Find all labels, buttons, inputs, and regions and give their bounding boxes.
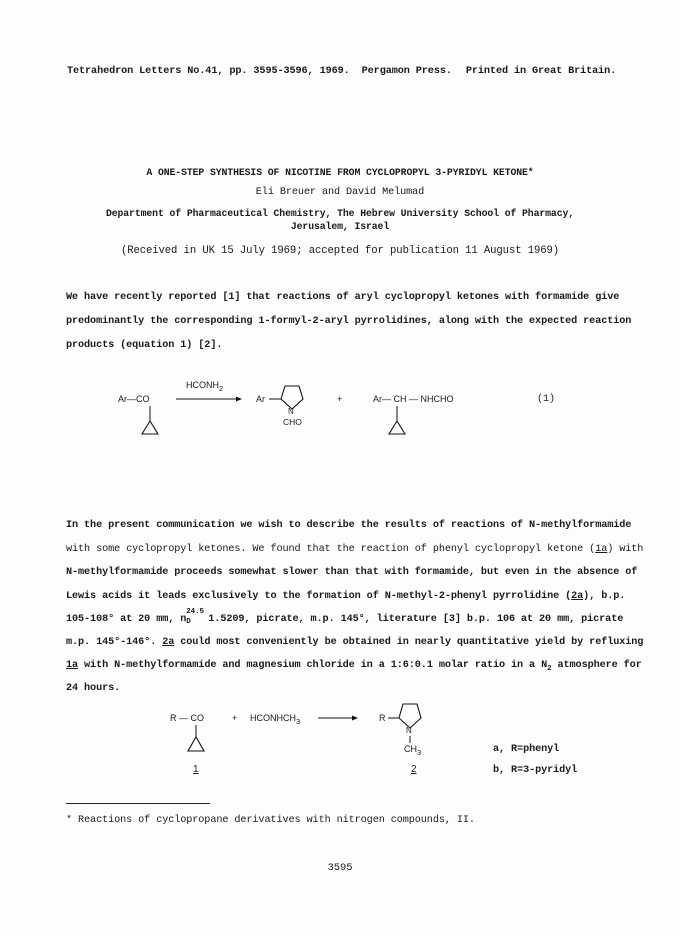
eq1-plus: +	[337, 394, 343, 404]
para2-line-8: 24 hours.	[66, 683, 121, 694]
compound-ref-1a-second: 1a	[66, 660, 79, 671]
footnote-rule	[66, 803, 210, 804]
eq2-note-a: a, R=phenyl	[493, 744, 560, 755]
para2-line-1: In the present communication we wish to describe the results of reactions of N-methylformamide	[66, 520, 632, 531]
page-number: 3595	[327, 862, 353, 874]
eq2-plus: +	[232, 713, 238, 723]
article-authors: Eli Breuer and David Melumad	[255, 187, 425, 198]
received-dates: (Received in UK 15 July 1969; accepted for publication 11 August 1969)	[120, 245, 559, 257]
affiliation-line-2: Jerusalem, Israel	[290, 221, 390, 232]
eq1-reagent: $HCONH_2$	[186, 380, 224, 393]
footnote: * Reactions of cyclopropane derivatives with nitrogen compounds, II.	[66, 815, 475, 826]
compound-ref-2a: 2a	[571, 591, 584, 602]
para2-line-5: 105-108° at 20 mm, n 24.5 D 1.5209, picrate, m.p. 145°, literature [3] b.p. 106 at 20 mm, picrate	[66, 608, 624, 626]
affiliation-line-1: Department of Pharmaceutical Chemistry, The Hebrew University School of Pharmacy,	[105, 208, 575, 219]
para2-line-4: Lewis acids it leads exclusively to the formation of N-methyl-2-phenyl pyrrolidine (2a), b.p.	[66, 591, 626, 602]
compound-ref-1a: 1a	[595, 544, 608, 555]
eq1-cho: CHO	[283, 417, 302, 427]
eq2-note-b: b, R=3-pyridyl	[493, 765, 578, 776]
eq1-number: (1)	[537, 394, 556, 405]
eq2-label-1: 1	[193, 764, 199, 775]
eq1-ar: Ar	[256, 394, 265, 404]
article-title: A ONE-STEP SYNTHESIS OF NICOTINE FROM CYCLOPROPYL 3-PYRIDYL KETONE*	[146, 167, 534, 178]
journal-citation: Tetrahedron Letters No.41, pp. 3595-3596, 1969.	[67, 66, 350, 77]
para1-line-2: predominantly the corresponding 1-formyl-2-aryl pyrrolidines, along with the expected reaction	[66, 316, 632, 327]
para2-line-3: N-methylformamide proceeds somewhat slower than that with formamide, but even in the absence of	[66, 567, 638, 578]
eq1-n: N	[288, 407, 294, 416]
para2-line-7: 1a with N-methylformamide and magnesium chloride in a 1:6:0.1 molar ratio in a $N_2$ atmosphere for	[66, 660, 642, 674]
para2-line-6: m.p. 145°-146°. 2a could most conveniently be obtained in nearly quantitative yield by refluxing	[66, 637, 644, 648]
compound-ref-2a-second: 2a	[162, 637, 175, 648]
eq2-ch3: $CH_3$	[404, 744, 422, 757]
eq2-r: R	[379, 713, 386, 723]
para2-line-2: with some cyclopropyl ketones. We found that the reaction of phenyl cyclopropyl ketone (1a) with	[66, 544, 644, 555]
eq2-reagent: $HCONHCH_3$	[250, 713, 301, 726]
eq2-label-2: 2	[411, 764, 417, 775]
eq2-r-co: R — CO	[170, 713, 205, 723]
para1-line-1: We have recently reported [1] that reactions of aryl cyclopropyl ketones with formamide give	[66, 292, 620, 303]
printed-in: Printed in Great Britain.	[465, 66, 617, 77]
para1-line-3: products (equation 1) [2].	[66, 340, 223, 351]
eq1-ar-co: Ar—CO	[118, 394, 150, 404]
publisher: Pergamon Press.	[361, 66, 452, 77]
eq2-n: N	[406, 726, 412, 735]
eq1-product-2: Ar— CH — NHCHO	[373, 394, 454, 404]
